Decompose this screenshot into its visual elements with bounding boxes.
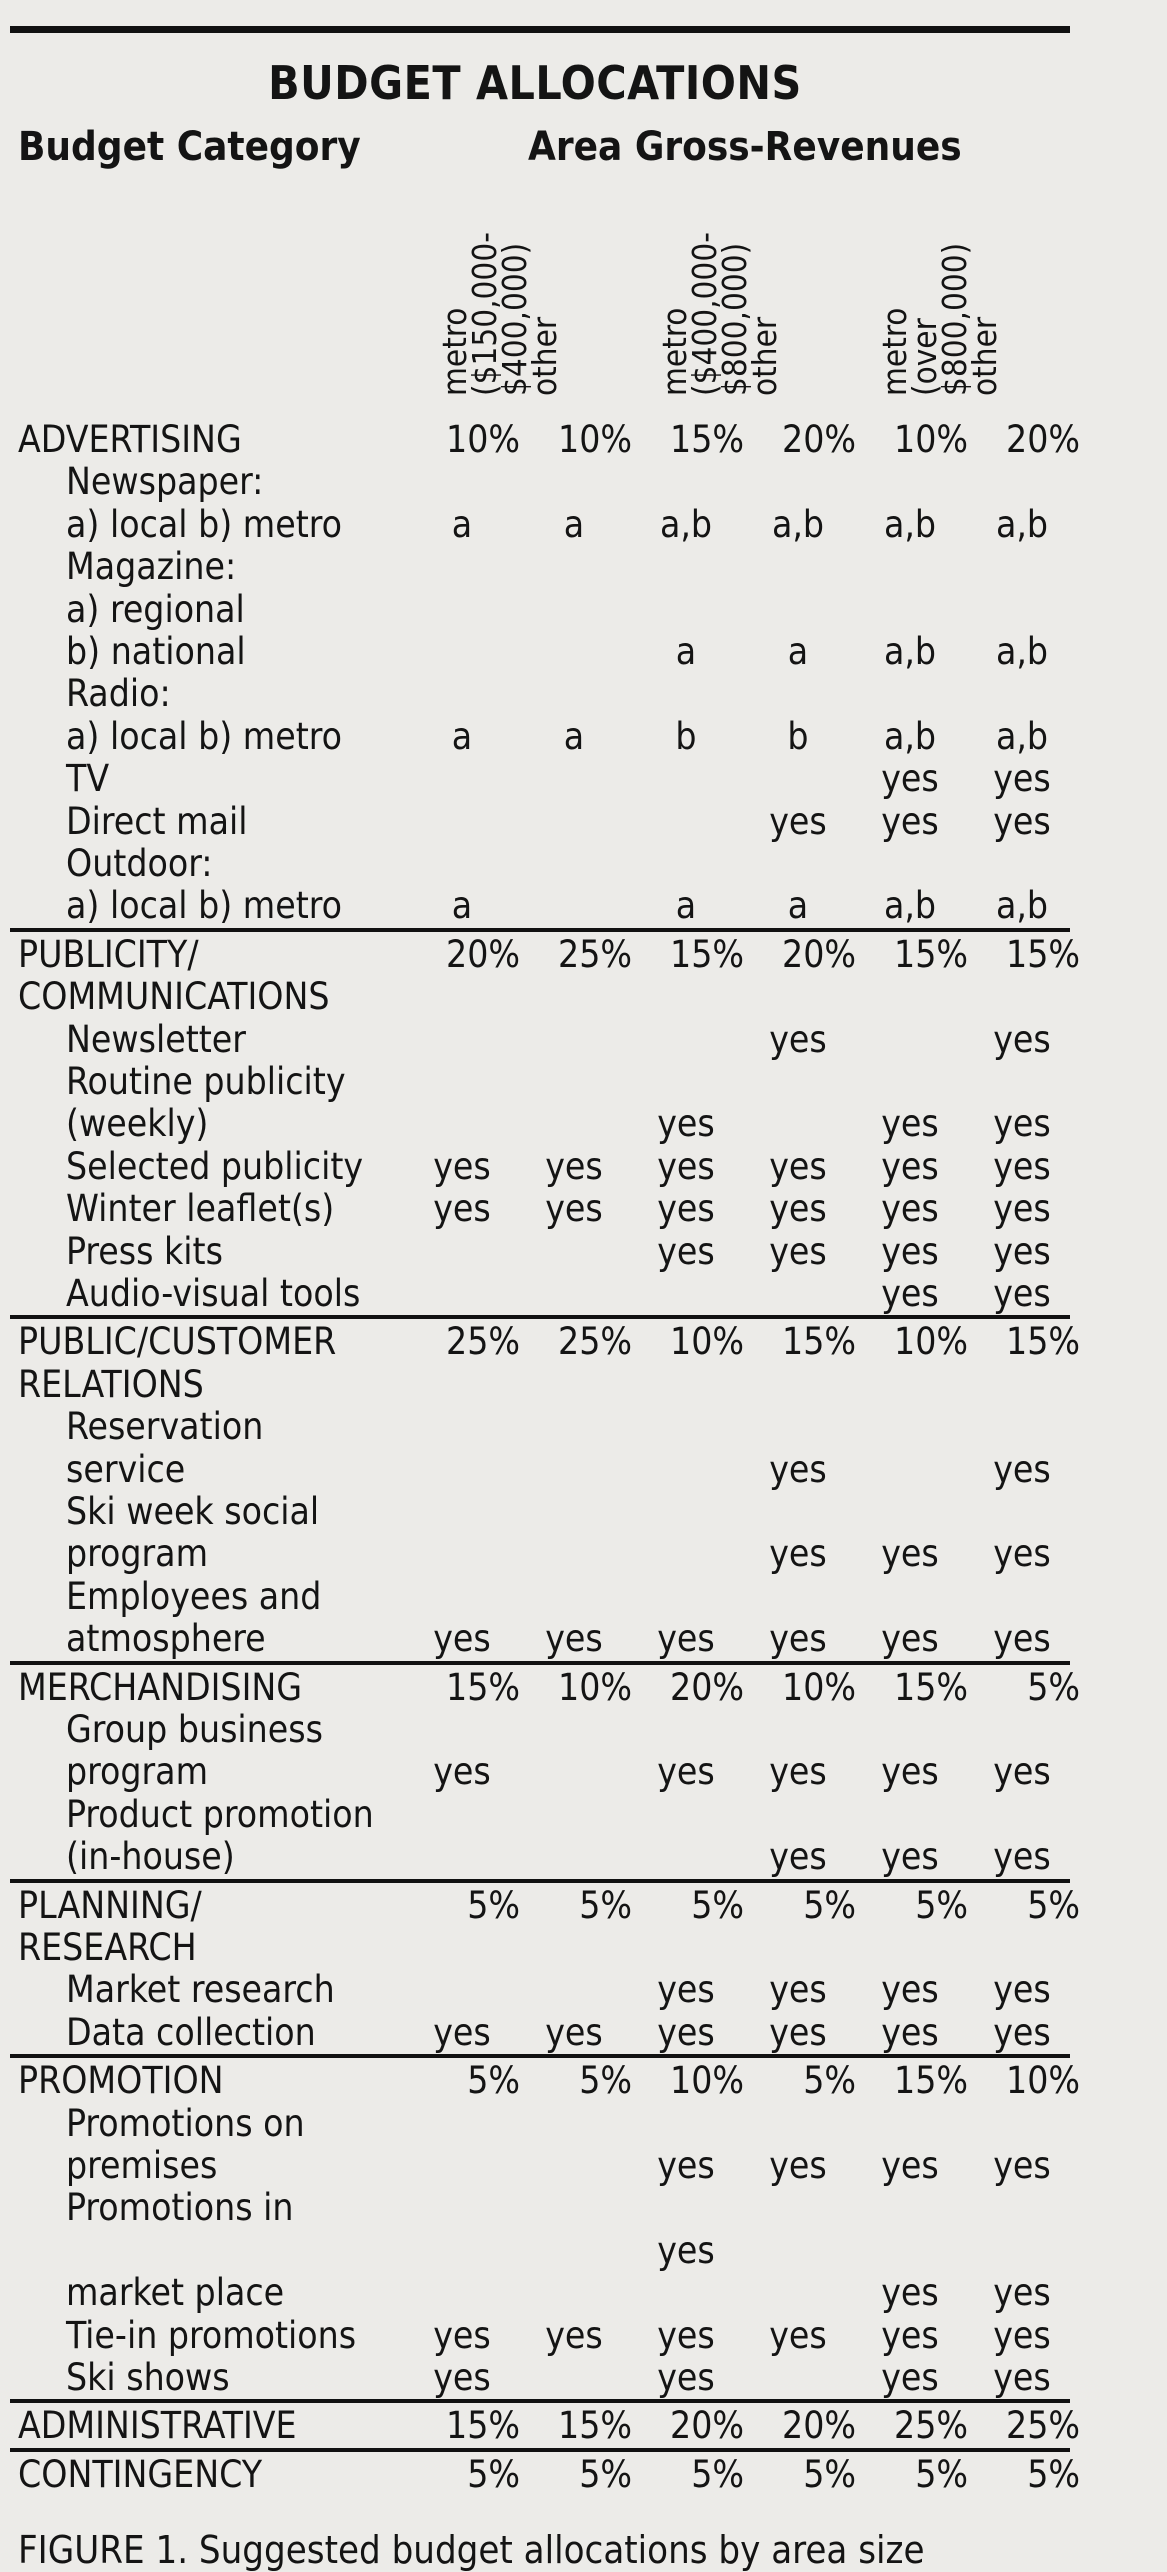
- cell-value: b: [675, 714, 697, 758]
- item-row: [0, 1018, 1167, 1062]
- cell-value: yes: [769, 1144, 827, 1188]
- item-label: service: [66, 1447, 186, 1491]
- cell-value: 5%: [691, 2452, 744, 2496]
- cell-value: 5%: [579, 1883, 632, 1927]
- category-label: PUBLICITY/: [18, 932, 199, 976]
- item-row: [0, 1708, 1167, 1752]
- cell-value: yes: [657, 1968, 715, 2012]
- cell-value: 5%: [467, 2452, 520, 2496]
- item-label: a) local b) metro: [66, 714, 342, 758]
- cell-value: 15%: [670, 418, 744, 461]
- section-divider: [10, 1661, 1070, 1665]
- item-label: Winter leaflet(s): [66, 1187, 335, 1231]
- cell-value: yes: [545, 1144, 603, 1188]
- item-label: market place: [66, 2271, 285, 2315]
- cell-value: yes: [881, 757, 939, 801]
- cell-value: 20%: [1006, 418, 1080, 461]
- cell-value: yes: [881, 1750, 939, 1794]
- cell-value: 10%: [670, 1320, 744, 1364]
- cell-value: yes: [433, 1187, 491, 1231]
- cell-value: a,b: [995, 714, 1049, 758]
- item-row: [0, 1187, 1167, 1231]
- cell-value: 10%: [558, 418, 632, 461]
- cell-value: 20%: [782, 2404, 856, 2448]
- cell-value: yes: [881, 1102, 939, 1146]
- cell-value: a,b: [995, 630, 1049, 673]
- item-label: premises: [66, 2144, 218, 2187]
- cell-value: yes: [657, 2313, 715, 2357]
- cell-value: yes: [881, 2356, 939, 2399]
- cell-value: 10%: [558, 1665, 632, 1709]
- item-row: [0, 630, 1167, 674]
- item-row: [0, 672, 1167, 716]
- section-divider: [10, 928, 1070, 932]
- item-row: [0, 2011, 1167, 2055]
- cell-value: a,b: [659, 502, 713, 546]
- cell-value: yes: [993, 1144, 1051, 1188]
- cell-value: a,b: [883, 884, 937, 928]
- cell-value: 5%: [915, 1883, 968, 1927]
- cell-value: 5%: [1027, 1665, 1080, 1709]
- cell-value: yes: [993, 1532, 1051, 1576]
- cell-value: 25%: [558, 1320, 632, 1364]
- cell-value: yes: [881, 1272, 939, 1315]
- cell-value: yes: [881, 1144, 939, 1188]
- cell-value: yes: [657, 2228, 715, 2272]
- cell-value: 5%: [803, 2452, 856, 2496]
- cell-value: yes: [657, 2356, 715, 2399]
- figure-caption: FIGURE 1. Suggested budget allocations by area size: [18, 2528, 925, 2572]
- item-label: TV: [66, 757, 110, 801]
- cell-value: 5%: [691, 1883, 744, 1927]
- item-label: Reservation: [66, 1405, 264, 1449]
- item-row: [0, 757, 1167, 801]
- cell-value: a: [787, 884, 809, 928]
- item-row: [0, 2229, 1167, 2273]
- category-label: RELATIONS: [18, 1362, 204, 1406]
- item-row: [0, 1750, 1167, 1794]
- cell-value: yes: [657, 1617, 715, 1661]
- item-label: Ski shows: [66, 2356, 230, 2399]
- item-label: Routine publicity: [66, 1060, 346, 1103]
- cell-value: 5%: [579, 2059, 632, 2103]
- cell-value: yes: [769, 1532, 827, 1576]
- cell-value: 5%: [915, 2452, 968, 2496]
- item-row: [0, 2314, 1167, 2358]
- cell-value: 25%: [894, 2404, 968, 2448]
- cell-value: yes: [993, 1229, 1051, 1273]
- cell-value: yes: [993, 1017, 1051, 1061]
- cell-value: 5%: [1027, 1883, 1080, 1927]
- cell-value: yes: [433, 1144, 491, 1188]
- item-label: Market research: [66, 1968, 335, 2012]
- cell-value: 20%: [782, 932, 856, 976]
- category-label: ADMINISTRATIVE: [18, 2404, 297, 2448]
- cell-value: yes: [769, 1017, 827, 1061]
- item-row: [0, 1102, 1167, 1146]
- item-label: Newsletter: [66, 1017, 246, 1061]
- cell-value: a: [451, 884, 473, 928]
- category-row: [0, 1884, 1167, 1928]
- item-label: (weekly): [66, 1102, 209, 1146]
- category-label: ADVERTISING: [18, 418, 242, 461]
- item-label: Newspaper:: [66, 460, 264, 504]
- cell-value: a,b: [883, 502, 937, 546]
- header-budget-category: Budget Category: [18, 124, 361, 170]
- cell-value: yes: [993, 2010, 1051, 2054]
- cell-value: yes: [881, 1229, 939, 1273]
- cell-value: 15%: [894, 2059, 968, 2103]
- cell-value: a,b: [883, 630, 937, 673]
- cell-value: yes: [769, 1835, 827, 1879]
- item-label: Employees and: [66, 1574, 322, 1618]
- item-label: Press kits: [66, 1229, 223, 1273]
- cell-value: yes: [881, 799, 939, 843]
- cell-value: yes: [993, 799, 1051, 843]
- cell-value: 5%: [579, 2452, 632, 2496]
- item-row: [0, 1575, 1167, 1619]
- item-label: Ski week social: [66, 1490, 320, 1533]
- cell-value: yes: [545, 1617, 603, 1661]
- item-label: Direct mail: [66, 799, 248, 843]
- cell-value: 15%: [894, 1665, 968, 1709]
- section-divider: [10, 1879, 1070, 1883]
- cell-value: a: [675, 630, 697, 673]
- cell-value: yes: [993, 1102, 1051, 1146]
- cell-value: 15%: [446, 2404, 520, 2448]
- cell-value: 20%: [446, 932, 520, 976]
- item-row: [0, 1060, 1167, 1104]
- cell-value: yes: [993, 2313, 1051, 2357]
- section-divider: [10, 2054, 1070, 2058]
- cell-value: yes: [993, 1968, 1051, 2012]
- cell-value: a,b: [995, 884, 1049, 928]
- cell-value: a: [787, 630, 809, 673]
- cell-value: 10%: [894, 1320, 968, 1364]
- category-row: [0, 1926, 1167, 1970]
- cell-value: 10%: [670, 2059, 744, 2103]
- category-row: [0, 2404, 1167, 2448]
- cell-value: 15%: [782, 1320, 856, 1364]
- item-label: Selected publicity: [66, 1144, 364, 1188]
- item-label: a) local b) metro: [66, 884, 342, 928]
- cell-value: 15%: [1006, 932, 1080, 976]
- top-rule: [10, 26, 1070, 33]
- item-row: [0, 715, 1167, 759]
- item-label: program: [66, 1750, 209, 1794]
- cell-value: yes: [769, 1187, 827, 1231]
- cell-value: a: [563, 714, 585, 758]
- cell-value: yes: [993, 1835, 1051, 1879]
- cell-value: a,b: [995, 502, 1049, 546]
- cell-value: 5%: [467, 1883, 520, 1927]
- section-divider: [10, 2399, 1070, 2403]
- category-label: CONTINGENCY: [18, 2452, 263, 2496]
- cell-value: yes: [433, 2356, 491, 2399]
- item-label: (in-house): [66, 1835, 235, 1879]
- cell-value: yes: [993, 1272, 1051, 1315]
- cell-value: yes: [769, 1968, 827, 2012]
- item-row: [0, 1532, 1167, 1576]
- item-label: Product promotion: [66, 1792, 374, 1836]
- cell-value: yes: [881, 2313, 939, 2357]
- item-row: [0, 1835, 1167, 1879]
- cell-value: yes: [881, 1187, 939, 1231]
- item-row: [0, 1968, 1167, 2012]
- cell-value: yes: [657, 1187, 715, 1231]
- item-row: [0, 1617, 1167, 1661]
- cell-value: 25%: [1006, 2404, 1080, 2448]
- column-group-header-2: metro ($400,000- $800,000) other: [655, 232, 784, 396]
- cell-value: yes: [657, 1102, 715, 1146]
- cell-value: a: [451, 714, 473, 758]
- cell-value: 25%: [446, 1320, 520, 1364]
- cell-value: a,b: [771, 502, 825, 546]
- cell-value: yes: [769, 1229, 827, 1273]
- item-label: Magazine:: [66, 545, 237, 589]
- cell-value: yes: [993, 1750, 1051, 1794]
- cell-value: yes: [993, 2356, 1051, 2399]
- category-row: [0, 1320, 1167, 1364]
- cell-value: yes: [881, 2271, 939, 2315]
- item-row: [0, 2356, 1167, 2400]
- category-row: [0, 1666, 1167, 1710]
- cell-value: yes: [993, 1617, 1051, 1661]
- cell-value: 15%: [894, 932, 968, 976]
- item-label: Radio:: [66, 672, 171, 716]
- cell-value: a: [675, 884, 697, 928]
- cell-value: yes: [769, 1750, 827, 1794]
- cell-value: yes: [657, 1144, 715, 1188]
- item-row: [0, 460, 1167, 504]
- section-divider: [10, 1315, 1070, 1319]
- category-label: COMMUNICATIONS: [18, 975, 330, 1019]
- column-group-header-3: metro (over $800,000) other: [875, 242, 1004, 396]
- cell-value: yes: [769, 2313, 827, 2357]
- item-row: [0, 503, 1167, 547]
- cell-value: yes: [769, 1447, 827, 1491]
- cell-value: 5%: [803, 1883, 856, 1927]
- cell-value: yes: [433, 1750, 491, 1794]
- item-row: [0, 1272, 1167, 1316]
- item-row: [0, 800, 1167, 844]
- cell-value: yes: [881, 2144, 939, 2187]
- cell-value: a: [563, 502, 585, 546]
- cell-value: yes: [657, 1750, 715, 1794]
- cell-value: 10%: [782, 1665, 856, 1709]
- cell-value: yes: [993, 1187, 1051, 1231]
- item-row: [0, 1230, 1167, 1274]
- category-label: PLANNING/: [18, 1883, 202, 1927]
- item-row: [0, 1490, 1167, 1534]
- item-row: [0, 545, 1167, 589]
- cell-value: 20%: [670, 2404, 744, 2448]
- item-label: Tie-in promotions: [66, 2313, 357, 2357]
- cell-value: yes: [433, 1617, 491, 1661]
- item-label: Group business: [66, 1708, 323, 1751]
- cell-value: 10%: [1006, 2059, 1080, 2103]
- item-label: Outdoor:: [66, 842, 213, 885]
- item-row: [0, 2144, 1167, 2188]
- cell-value: 10%: [446, 418, 520, 461]
- cell-value: 10%: [894, 418, 968, 461]
- cell-value: yes: [993, 2271, 1051, 2315]
- cell-value: yes: [881, 1968, 939, 2012]
- category-row: [0, 975, 1167, 1019]
- cell-value: yes: [769, 2144, 827, 2187]
- cell-value: 20%: [782, 418, 856, 461]
- item-label: Promotions on: [66, 2101, 305, 2145]
- item-label: Data collection: [66, 2010, 316, 2054]
- category-row: [0, 2453, 1167, 2497]
- item-row: [0, 1405, 1167, 1449]
- cell-value: yes: [993, 757, 1051, 801]
- cell-value: b: [787, 714, 809, 758]
- item-row: [0, 2186, 1167, 2230]
- cell-value: yes: [657, 2144, 715, 2187]
- category-label: MERCHANDISING: [18, 1665, 303, 1709]
- item-label: a) regional: [66, 587, 245, 631]
- cell-value: yes: [545, 1187, 603, 1231]
- cell-value: 20%: [670, 1665, 744, 1709]
- cell-value: yes: [433, 2010, 491, 2054]
- item-label: b) national: [66, 630, 246, 673]
- category-row: [0, 2059, 1167, 2103]
- cell-value: yes: [881, 1532, 939, 1576]
- item-label: Promotions in: [66, 2186, 294, 2230]
- item-row: [0, 884, 1167, 928]
- item-label: a) local b) metro: [66, 502, 342, 546]
- item-row: [0, 588, 1167, 632]
- category-label: PUBLIC/CUSTOMER: [18, 1320, 337, 1364]
- cell-value: yes: [769, 799, 827, 843]
- cell-value: 15%: [558, 2404, 632, 2448]
- cell-value: yes: [769, 2010, 827, 2054]
- header-area-gross-revenues: Area Gross-Revenues: [528, 124, 962, 170]
- category-label: PROMOTION: [18, 2059, 224, 2103]
- category-row: [0, 418, 1167, 462]
- cell-value: yes: [657, 2010, 715, 2054]
- cell-value: yes: [881, 1835, 939, 1879]
- cell-value: yes: [993, 2144, 1051, 2187]
- item-row: [0, 2271, 1167, 2315]
- cell-value: 5%: [467, 2059, 520, 2103]
- cell-value: yes: [993, 1447, 1051, 1491]
- item-row: [0, 842, 1167, 886]
- cell-value: yes: [881, 1617, 939, 1661]
- item-label: program: [66, 1532, 209, 1576]
- cell-value: 15%: [446, 1665, 520, 1709]
- column-group-header-1: metro ($150,000- $400,000) other: [435, 232, 564, 396]
- cell-value: 15%: [670, 932, 744, 976]
- category-label: RESEARCH: [18, 1926, 197, 1969]
- cell-value: yes: [881, 2010, 939, 2054]
- section-divider: [10, 2448, 1070, 2452]
- cell-value: 5%: [803, 2059, 856, 2103]
- cell-value: a,b: [883, 714, 937, 758]
- item-label: atmosphere: [66, 1617, 266, 1661]
- cell-value: a: [451, 502, 473, 546]
- cell-value: yes: [769, 1617, 827, 1661]
- item-label: Audio-visual tools: [66, 1272, 361, 1315]
- cell-value: 15%: [1006, 1320, 1080, 1364]
- table-title: BUDGET ALLOCATIONS: [268, 56, 802, 110]
- cell-value: yes: [545, 2313, 603, 2357]
- cell-value: yes: [433, 2313, 491, 2357]
- item-row: [0, 1793, 1167, 1837]
- cell-value: yes: [545, 2010, 603, 2054]
- cell-value: yes: [657, 1229, 715, 1273]
- category-row: [0, 1363, 1167, 1407]
- cell-value: 25%: [558, 932, 632, 976]
- item-row: [0, 1448, 1167, 1492]
- item-row: [0, 2102, 1167, 2146]
- category-row: [0, 933, 1167, 977]
- cell-value: 5%: [1027, 2452, 1080, 2496]
- item-row: [0, 1145, 1167, 1189]
